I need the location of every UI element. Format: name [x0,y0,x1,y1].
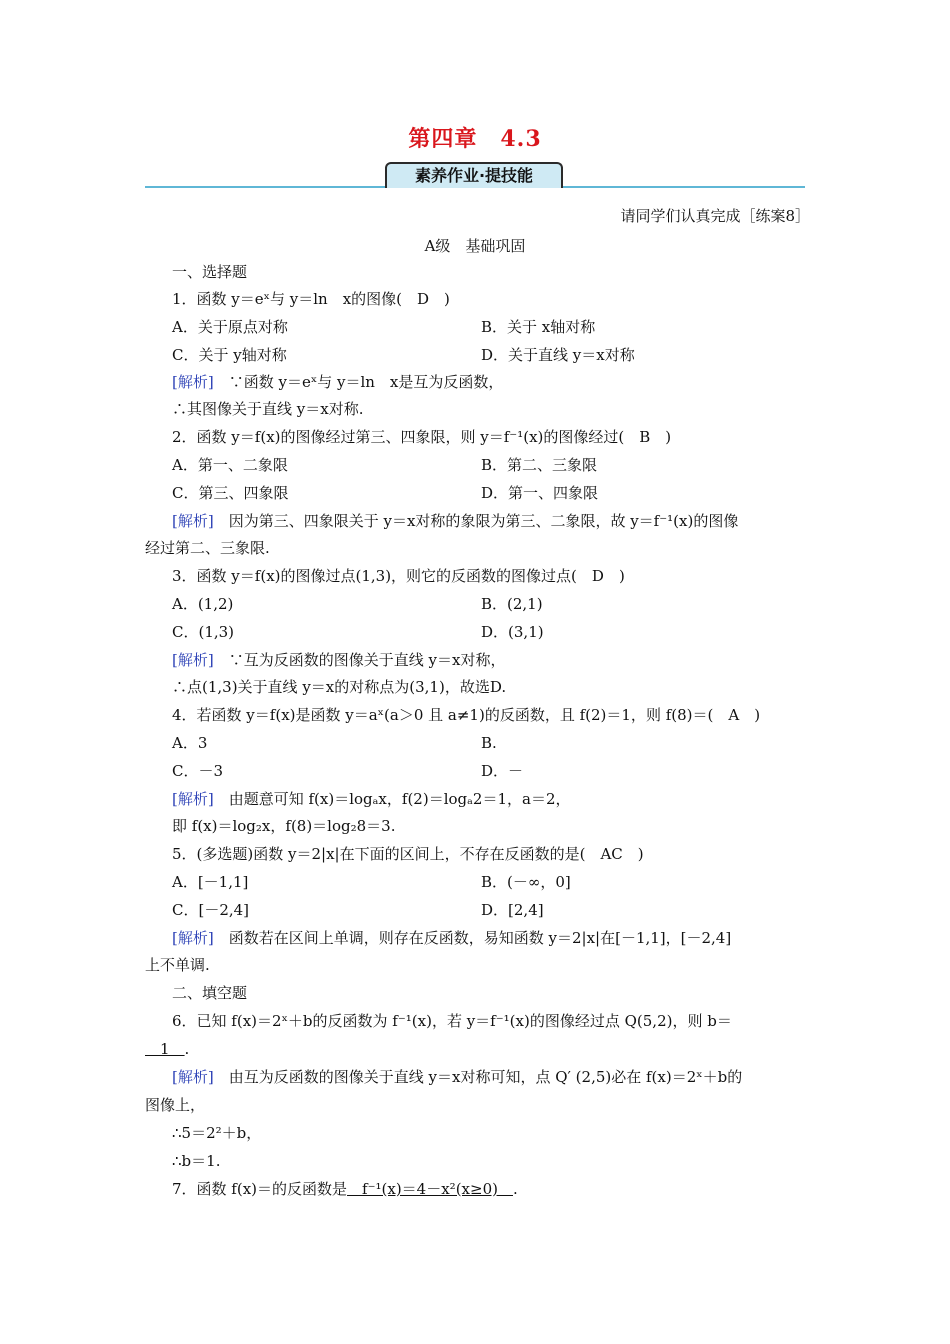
q2-option-d: D．第一、四象限 [481,484,599,502]
q1-explanation-2: ∴其图像关于直线 y＝x对称. [172,400,364,418]
q2-option-c: C．第三、四象限 [172,484,289,502]
question-7 [172,1179,518,1199]
question-4: 4．若函数 y＝f(x)是函数 y＝aˣ(a＞0 且 a≠1)的反函数，且 f(2)＝1，则 f(8)＝( A ) [172,706,761,724]
q3-option-b: B．(2,1) [481,595,543,613]
jiexi-label: [解析] [172,512,214,530]
section-heading-choice: 一、选择题 [172,263,248,281]
q4-option-c: C．－3 [172,762,224,780]
q6-answer-blank: 1 [145,1040,185,1058]
q6-explanation-3: ∴5＝2²＋b， [172,1124,262,1142]
chapter-title: 第四章 4.3 [408,126,542,152]
question-6: 6．已知 f(x)＝2ˣ＋b的反函数为 f⁻¹(x)，若 y＝f⁻¹(x)的图像经过点 Q(5,2)，则 b＝ [172,1012,732,1030]
q2-option-a: A．第一、二象限 [172,456,288,474]
question-1: 1．函数 y＝eˣ与 y＝ln x的图像( D ) [172,290,450,308]
q5-explanation-1 [172,928,731,948]
q3-option-d: D．(3,1) [481,623,544,641]
section-banner: 素养作业·提技能 [385,162,563,188]
q3-explanation-text: ∵互为反函数的图像关于直线 y＝x对称， [228,651,506,669]
question-5: 5．(多选题)函数 y＝2|x|在下面的区间上，不存在反函数的是( AC ) [172,845,644,863]
jiexi-label: [解析] [172,790,214,808]
jiexi-label: [解析] [172,929,214,947]
q1-option-b: B．关于 x轴对称 [481,318,596,336]
q3-explanation-2: ∴点(1,3)关于直线 y＝x的对称点为(3,1)，故选D. [172,678,507,696]
question-2: 2．函数 y＝f(x)的图像经过第三、四象限，则 y＝f⁻¹(x)的图像经过( B ) [172,428,672,446]
q3-option-c: C．(1,3) [172,623,235,641]
q3-explanation-1 [172,650,505,670]
q4-option-d: D．－ [481,762,524,780]
q6-explanation-2: 图像上， [145,1096,206,1114]
q2-explanation-2: 经过第二、三象限. [145,539,270,557]
q5-explanation-text: 函数若在区间上单调，则存在反函数，易知函数 y＝2|x|在[－1,1]，[－2,4] [228,929,732,947]
q2-explanation-1 [172,511,738,531]
q7-answer-blank: f⁻¹(x)＝4－x²(x≥0) [347,1180,513,1198]
q5-option-b: B．(－∞，0] [481,873,571,891]
jiexi-label: [解析] [172,1068,214,1086]
section-heading-fill: 二、填空题 [172,984,248,1002]
q2-explanation-text: 因为第三、四象限关于 y＝x对称的象限为第三、二象限，故 y＝f⁻¹(x)的图像 [228,512,739,530]
q4-explanation-1 [172,789,570,809]
q7-end-dot: . [512,1180,518,1198]
q1-explanation-text: ∵函数 y＝eˣ与 y＝ln x是互为反函数， [228,373,504,391]
q5-explanation-2: 上不单调. [145,956,210,974]
q1-explanation-1 [172,372,503,392]
top-note: 请同学们认真完成［练案8］ [620,207,810,225]
question-3: 3．函数 y＝f(x)的图像过点(1,3)，则它的反函数的图像过点( D ) [172,567,625,585]
q4-option-b: B. [481,734,497,752]
q6-answer-line [145,1039,189,1059]
q4-explanation-text: 由题意可知 f(x)＝logₐx，f(2)＝logₐ2＝1，a＝2， [228,790,571,808]
q5-option-c: C．[－2,4] [172,901,250,919]
level-heading: A级 基础巩固 [424,237,526,255]
q6-explanation-1 [172,1067,742,1087]
q5-option-d: D．[2,4] [481,901,544,919]
q1-option-d: D．关于直线 y＝x对称 [481,346,635,364]
jiexi-label: [解析] [172,651,214,669]
q2-option-b: B．第二、三象限 [481,456,598,474]
q5-option-a: A．[－1,1] [172,873,249,891]
q1-option-c: C．关于 y轴对称 [172,346,287,364]
q3-option-a: A．(1,2) [172,595,234,613]
q4-explanation-2: 即 f(x)＝log₂x，f(8)＝log₂8＝3. [172,817,396,835]
q6-end-dot: . [184,1040,190,1058]
jiexi-label: [解析] [172,373,214,391]
q6-explanation-4: ∴b＝1. [172,1152,221,1170]
q4-option-a: A．3 [172,734,208,752]
q1-option-a: A．关于原点对称 [172,318,288,336]
q6-explanation-text: 由互为反函数的图像关于直线 y＝x对称可知，点 Q′ (2,5)必在 f(x)＝2ˣ＋b的 [228,1068,743,1086]
q7-text: 7．函数 f(x)＝的反函数是 [172,1180,348,1198]
